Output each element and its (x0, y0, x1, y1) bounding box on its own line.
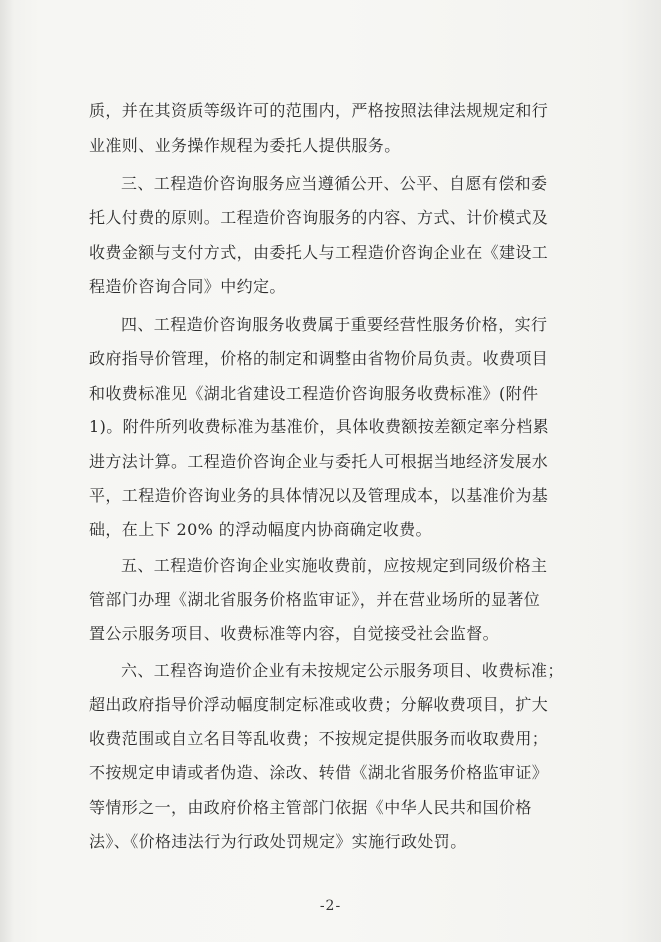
paragraph-3-line-3: 收费金额与支付方式，由委托人与工程造价咨询企业在《建设工 (89, 243, 549, 262)
paragraph-6-line-4: 不按规定申请或者伪造、涂改、转借《湖北省服务价格监审证》 (89, 763, 549, 782)
paragraph-4-line-2: 政府指导价管理，价格的制定和调整由省物价局负责。收费项目 (89, 349, 549, 368)
paragraph-4-line-3: 和收费标准见《湖北省建设工程造价咨询服务收费标准》(附件 (89, 384, 539, 403)
paragraph-3-line-2: 托人付费的原则。工程造价咨询服务的内容、方式、计价模式及 (89, 208, 549, 227)
paragraph-4-line-6: 平，工程造价咨询业务的具体情况以及管理成本，以基准价为基 (89, 486, 549, 505)
paragraph-6-line-1: 六、工程咨询造价企业有未按规定公示服务项目、收费标准； (121, 661, 564, 680)
page-edge-shadow (0, 0, 14, 942)
paragraph-2-line-2: 业准则、业务操作规程为委托人提供服务。 (89, 136, 401, 155)
paragraph-2-line-1: 质，并在其资质等级许可的范围内，严格按照法律法规规定和行 (89, 101, 549, 120)
paragraph-3-line-4: 程造价咨询合同》中约定。 (89, 277, 286, 296)
paragraph-4-line-5: 进方法计算。工程造价咨询企业与委托人可根据当地经济发展水 (89, 452, 549, 471)
paragraph-5-line-3: 置公示服务项目、收费标准等内容，自觉接受社会监督。 (89, 624, 500, 643)
paragraph-4-line-7: 础，在上下 20% 的浮动幅度内协商确定收费。 (89, 520, 432, 539)
paragraph-6-line-3: 收费范围或自立名目等乱收费；不按规定提供服务而收取费用； (89, 729, 549, 748)
paragraph-3-line-1: 三、工程造价咨询服务应当遵循公开、公平、自愿有偿和委 (121, 174, 548, 193)
page-number: -2- (319, 898, 342, 914)
paragraph-4-line-1: 四、工程造价咨询服务收费属于重要经营性服务价格，实行 (121, 315, 548, 334)
paragraph-6-line-5: 等情形之一，由政府价格主管部门依据《中华人民共和国价格 (89, 798, 532, 817)
paragraph-4-line-4: 1)。附件所列收费标准为基准价，具体收费额按差额定率分档累 (89, 417, 550, 436)
paragraph-5-line-2: 管部门办理《湖北省服务价格监审证》，并在营业场所的显著位 (89, 590, 541, 609)
paragraph-6-line-2: 超出政府指导价浮动幅度制定标准或收费；分解收费项目，扩大 (89, 695, 549, 714)
paragraph-5-line-1: 五、工程造价咨询企业实施收费前，应按规定到同级价格主 (121, 556, 548, 575)
paragraph-6-line-6: 法》、《价格违法行为行政处罚规定》实施行政处罚。 (89, 832, 467, 851)
